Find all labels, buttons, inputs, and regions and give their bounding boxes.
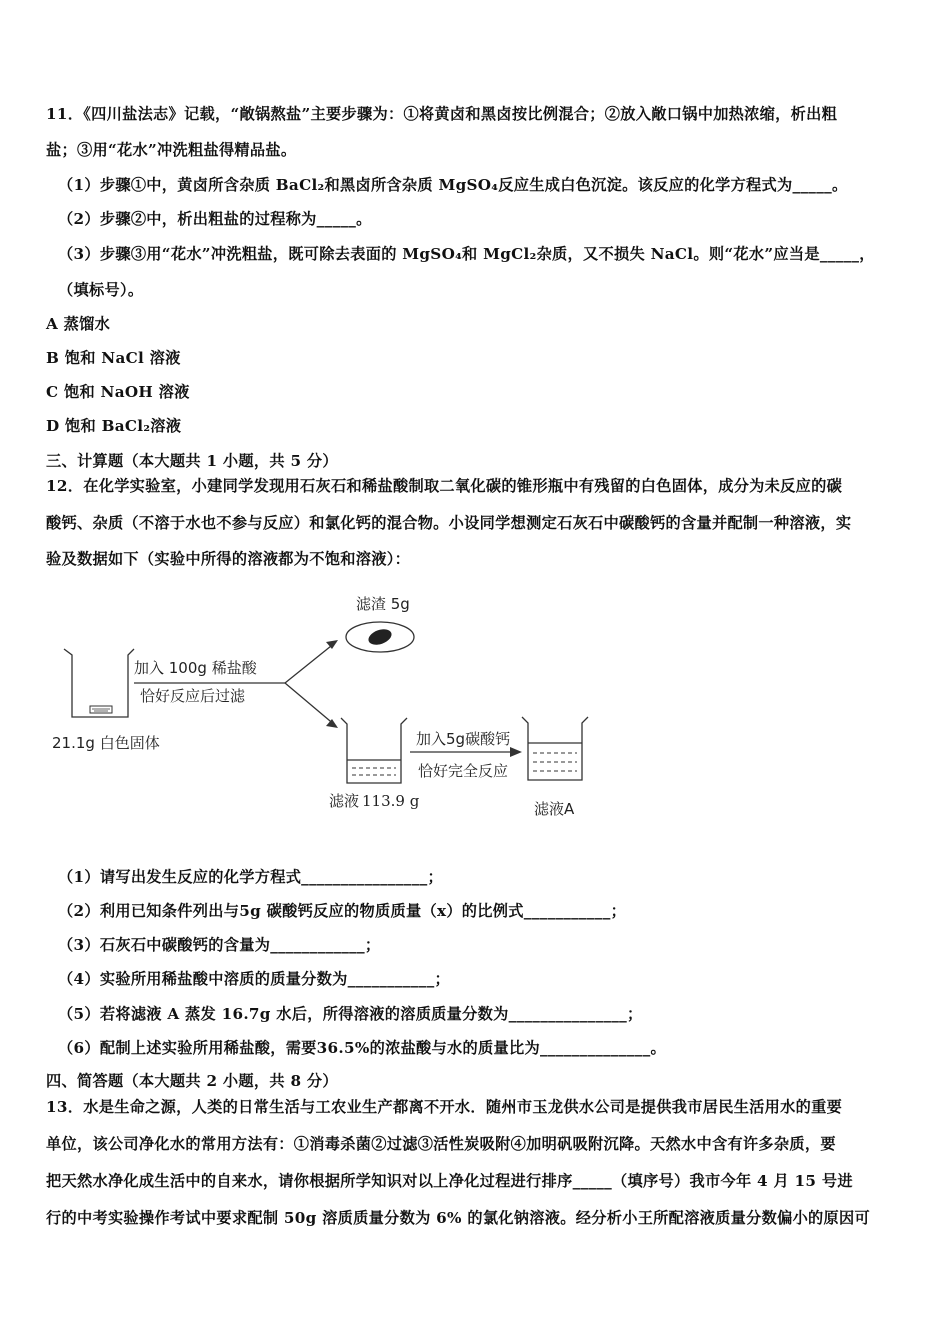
filtrate-liquid-lines bbox=[352, 768, 396, 775]
q11-line1: 11．《四川盐法志》记载，“敞锅熬盐”主要步骤为：①将黄卤和黑卤按比例混合；②放入敞口锅中加热浓缩，析出粗 bbox=[46, 105, 838, 123]
filtrate-a-label: 滤液A bbox=[534, 800, 575, 818]
q11-option-d: D 饱和 BaCl₂溶液 bbox=[46, 417, 182, 435]
q12-sub6: （6）配制上述实验所用稀盐酸，需要36.5%的浓盐酸与水的质量比为______________。 bbox=[58, 1039, 666, 1057]
q13-line4: 行的中考实验操作考试中要求配制 50g 溶质质量分数为 6% 的氯化钠溶液。经分析小王所配溶液质量分数偏小的原因可 bbox=[46, 1209, 871, 1227]
q12-line1: 12．在化学实验室，小建同学发现用石灰石和稀盐酸制取二氧化碳的锥形瓶中有残留的白色固体，成分为未反应的碳 bbox=[46, 477, 843, 495]
q12-sub3: （3）石灰石中碳酸钙的含量为____________； bbox=[58, 936, 381, 954]
q11-option-b: B 饱和 NaCl 溶液 bbox=[46, 349, 181, 367]
section-3-heading: 三、计算题（本大题共 1 小题，共 5 分） bbox=[46, 452, 338, 470]
q11-option-c: C 饱和 NaOH 溶液 bbox=[46, 383, 190, 401]
q11-option-a: A 蒸馏水 bbox=[46, 315, 111, 333]
q11-part3: （3）步骤③用“花水”冲洗粗盐，既可除去表面的 MgSO₄和 MgCl₂杂质，又不损失 NaCl。则“花水”应当是_____， bbox=[58, 245, 875, 263]
q13-line2: 单位，该公司净化水的常用方法有：①消毒杀菌②过滤③活性炭吸附④加明矾吸附沉降。天然水中含有许多杂质，要 bbox=[46, 1135, 836, 1153]
step2-label-a: 加入5g碳酸钙 bbox=[416, 730, 511, 748]
branch-arrows bbox=[134, 642, 336, 726]
q11-part1: （1）步骤①中，黄卤所含杂质 BaCl₂和黑卤所含杂质 MgSO₄反应生成白色沉淀。该反应的化学方程式为_____。 bbox=[58, 176, 848, 194]
q11-part3-cont: （填标号）。 bbox=[58, 281, 144, 299]
filtrate-mass: 113.9 g bbox=[362, 792, 420, 810]
q12-sub4: （4）实验所用稀盐酸中溶质的质量分数为___________； bbox=[58, 970, 450, 988]
step2-arrow-head bbox=[510, 747, 522, 757]
q13-line1: 13．水是生命之源，人类的日常生活与工农业生产都离不开水．随州市玉龙供水公司是提供我市居民生活用水的重要 bbox=[46, 1098, 843, 1116]
filtrate-label: 滤液 bbox=[329, 792, 360, 810]
white-solid bbox=[90, 706, 112, 713]
q12-sub2: （2）利用已知条件列出与5g 碳酸钙反应的物质质量（x）的比例式___________； bbox=[58, 902, 627, 920]
residue-label: 滤渣 5g bbox=[356, 595, 410, 613]
q12-sub1: （1）请写出发生反应的化学方程式________________； bbox=[58, 868, 443, 886]
q11-line2: 盐；③用“花水”冲洗粗盐得精品盐。 bbox=[46, 141, 297, 159]
q12-line2: 酸钙、杂质（不溶于水也不参与反应）和氯化钙的混合物。小设同学想测定石灰石中碳酸钙的含量并配制一种溶液，实 bbox=[46, 514, 852, 532]
section-4-heading: 四、简答题（本大题共 2 小题，共 8 分） bbox=[46, 1072, 338, 1090]
step1-label-a: 加入 100g 稀盐酸 bbox=[134, 659, 257, 677]
q12-sub5: （5）若将滤液 A 蒸发 16.7g 水后，所得溶液的溶质质量分数为_______________； bbox=[58, 1005, 643, 1023]
q11-part2: （2）步骤②中，析出粗盐的过程称为_____。 bbox=[58, 210, 372, 228]
step1-label-b: 恰好反应后过滤 bbox=[140, 687, 246, 705]
arrow-head-down bbox=[326, 719, 338, 728]
experiment-diagram bbox=[50, 585, 610, 835]
step2-label-b: 恰好完全反应 bbox=[418, 762, 509, 780]
arrow-head-up bbox=[326, 640, 338, 649]
q13-line3: 把天然水净化成生活中的自来水，请你根据所学知识对以上净化过程进行排序_____（填序号）我市今年 4 月 15 号进 bbox=[46, 1172, 853, 1190]
solid-label: 21.1g 白色固体 bbox=[52, 734, 160, 752]
filtrate-a-liquid-lines bbox=[533, 753, 577, 771]
q12-line3: 验及数据如下（实验中所得的溶液都为不饱和溶液）： bbox=[46, 550, 411, 568]
beaker-middle bbox=[341, 718, 407, 783]
